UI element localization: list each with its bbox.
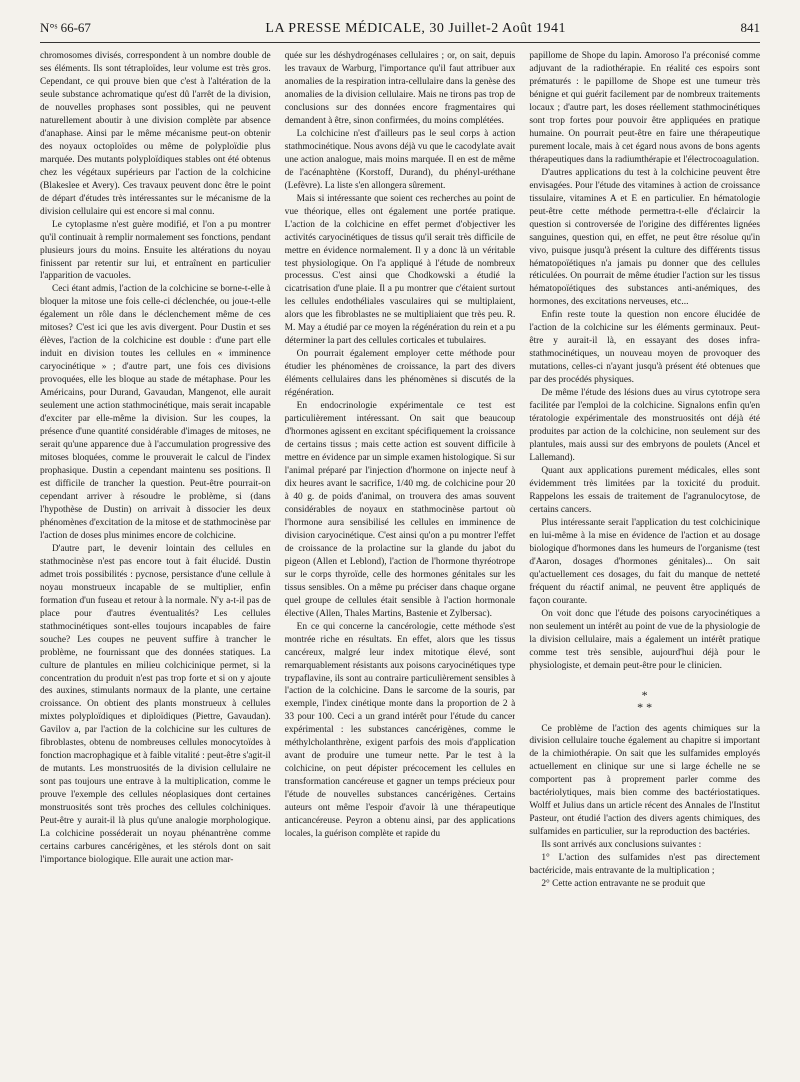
paragraph: Ce problème de l'action des agents chimiques sur la division cellulaire touche également au chapitre si important de la chimiothérapie. On sait que les sulfamides employés actuellement en clinique sur une si large échelle ne se comportent pas à proprement parler comme des bactériolytiques, mais bien comme des bactériostatiques. Wolff et Julius dans un article récent des Annales de l'Institut Pasteur, ont étudié l'action des divers agents chimiques, des sulfamides en particulier, sur la reproduction des bactéries. [529,723,761,838]
paragraph: Mais si intéressante que soient ces recherches au point de vue théorique, elles ont également une portée pratique. L'action de la colchicine en effet permet d'objectiver les activités caryocinétiques de tissus qu'il serait très difficile de mettre en évidence normalement. Il y a donc là un véritable test physiologique. On l'a appliqué à l'étude de nombreux processus. C'est ainsi que Chodkowski a étudié la cicatrisation d'une plaie. Il a pu montrer que c'étaient surtout les cellules endothéliales vasculaires qui se multiplaient, alors que les fibroblastes ne se multipliaient que très peu. R. M. May a étudié par ce moyen la régénération du rein et a pu déterminer la part des cellules corticales et tubulaires. [284,193,516,347]
asterism-top: * [641,687,648,702]
page-number: 841 [740,20,760,35]
column-1 [40,50,271,1075]
paragraph: Ils sont arrivés aux conclusions suivantes : [541,840,702,851]
paragraph: On pourrait également employer cette méthode pour étudier les phénomènes de croissance, la part des divers éléments cellulaires dans les phénomènes si discutés de la régénération. [284,349,516,399]
paragraph: quée sur les déshydrogénases cellulaires ; or, on sait, depuis les travaux de Warburg, l'importance qu'il faut attribuer aux anomalies de la respiration intra-cellulaire dans la genèse des anomalies de la division cellulaire. Mais ne tirons pas trop de conclusions sur des données encore fragmentaires qui demandent à être, sinon confirmées, du moins complétées. [284,51,516,126]
paragraph: De même l'étude des lésions dues au virus cytotrope sera facilitée par l'emploi de la colchicine. Signalons enfin qu'en tératologie expérimentale des monstruosités ont déjà été produites par action de la colchicine, non seulement sur des plantules, mais aussi sur des embryons de poulets (Ancel et Lallemand). [529,388,761,464]
page-header [40,20,760,43]
publication-title: LA PRESSE MÉDICALE, 30 Juillet-2 Août 1941 [265,21,567,36]
paragraph: chromosomes divisés, correspondent à un nombre double de ses éléments. Ils sont tétraploïdes, leur volume est très gros. Cependant, ce qui prouve bien que c'est à l'altération de la seule substance achromatique qu'est dû l'arrêt de la division, de nouvelles prophases sont possibles, qui ne peuvent naturellement aboutir à une division complète par absence d'anaphase. Ainsi par le même mécanisme peut-on obtenir des noyaux octoploïdes ou même de polyploïdie plus marquée. Des mutants polyploïdiques stables ont été obtenus chez les végétaux supérieurs par l'action de la colchicine (Blakeslee et Avery). Ces travaux peuvent donc être le point de départ d'études très intéressantes sur le mécanisme de la division cellulaire qui est encore si mal connu. [40,51,271,217]
article-columns [40,50,760,1075]
paragraph: D'autres applications du test à la colchicine peuvent être envisagées. Pour l'étude des vitamines à action de croissance tissulaire, vitamines A et E en particulier. En hématologie peut-être cette méthode permettra-t-elle d'éclaircir la question si controversée de l'origine des différentes lignées sanguines, question qui, en effet, ne peut être résolue qu'in vivo, puisque jusqu'à présent la culture des différents tissus hématopoïétiques n'a jamais pu donner que des cellules réticulées. On pourrait de même étudier l'action sur les tissus hématopoïétiques des substances anti-anémiques, des hormones, des excitations nerveuses, etc... [529,167,761,308]
column-2 [285,50,516,1075]
paragraph: Le cytoplasme n'est guère modifié, et l'on a pu montrer qu'il continuait à remplir normalement ses fonctions, pendant plusieurs jours du moins. Ensuite les altérations du noyau finissent par retentir sur lui, et entraînent en particulier l'apparition de vacuoles. [40,219,271,282]
paragraph: La colchicine n'est d'ailleurs pas le seul corps à action stathmocinétique. Nous avons déjà vu que le cacodylate avait une action analogue, mais moins marquée. Il en est de même de l'acénaphtène (Korstoff, Durand), du phényl-uréthane (Lefèvre). La liste s'en allongera sûrement. [284,128,516,191]
paragraph: 2° Cette action entravante ne se produit que [541,879,706,890]
paragraph: Enfin reste toute la question non encore élucidée de l'action de la colchicine sur les éléments germinaux. Peut-être y aurait-il là, en essayant des doses infra-stathmocinétiques, un nouveau moyen de provoquer des mutations, celles-ci n'ayant jusqu'à présent été obtenues que par des procédés physiques. [529,310,761,386]
paragraph: On voit donc que l'étude des poisons caryocinétiques a non seulement un intérêt au point de vue de la physiologie de la division cellulaire, mais a également un intérêt pratique comme test très sensible, aujourd'hui déjà pour le physiologiste, et demain peut-être pour le clinicien. [529,608,761,671]
paragraph: Quant aux applications purement médicales, elles sont évidemment très limitées par la toxicité du produit. Rappelons les essais de traitement de l'agranulocytose, de certains cancers. [529,466,761,515]
paragraph: En endocrinologie expérimentale ce test est particulièrement intéressant. On sait que beaucoup d'hormones agissent en excitant spécifiquement la croissance de certains tissus ; mais cette action est souvent difficile à mettre en évidence par un simple examen histologique. Si sur l'animal préparé par l'injection d'hormone on injecte neuf à dix heures avant le sacrifice, 1/40 mg. de colchicine pour 20 à 40 g. de poids d'animal, on trouvera des amas souvent considérables de noyaux en stathmocinèse partout où l'hormone aura sensibilisé les cellules en imminence de division caryocinétique. C'est ainsi qu'on a pu montrer l'effet de croissance de la prolactine sur la glande du jabot du pigeon (Allen et Leblond), l'action de l'hormone thyréotrope sur le corps thyroïde, celle des hormones génitales sur les tissus sensibles. On a même pu préciser dans chaque organe quel groupe de cellules était sensible à l'action hormonale élective (Allen, Thales Martins, Bastenie et Zylbersac). [284,401,516,619]
asterism-bottom: * * [637,699,653,714]
issue-number: N°ˢ 66-67 [40,20,91,35]
column-3 [529,50,760,1075]
paragraph: D'autre part, le devenir lointain des cellules en stathmocinèse n'est pas encore tout à fait élucidé. Dustin admet trois possibilités : pycnose, persistance d'une cellule à noyau monstrueux incapable de se multiplier, enfin formation d'un fuseau et retour à la normale. N'y a-t-il pas de place pour d'autres éventualités? Les cellules stathmocinétiques sont-elles toujours incapables de faire souche? Les coupes ne peuvent suffire à trancher le problème, ne fournissant que des données statiques. La culture de plantules en milieu colchicinique permet, si la concentration du produit n'est pas trop forte et si on y ajoute des auxines, stimulants normaux de la plante, une certaine croissance. On obtient des plants monstrueux à cellules mixtes polyploïdiques et diploïdiques (Piettre, Gavaudan). Gavilov a, par l'action de la colchicine sur les cultures de fibroblastes, obtenu de nombreuses cellules monocytoïdes à fonction macrophagique et à faible vitalité : peut-être s'agit-il de mutants. Les monstruosités de la division cellulaire ne sont pas toujours une entrave à la multiplication, comme le prouve l'exemple des cellules néoplasiques dont certaines monstruosités sont très proches des cellules colchiniques. Peut-être y aurait-il là plus qu'une analogie morphologique. La colchicine posséderait un noyau phénantrène comme certains carbures cancérigènes, et les stérols dont on sait l'importance biologique. Elle aurait une action mar- [40,543,271,866]
paragraph: 1° L'action des sulfamides n'est pas directement bactéricide, mais entravante de la multiplication ; [529,853,761,877]
paragraph: Ceci étant admis, l'action de la colchicine se borne-t-elle à bloquer la mitose une fois celle-ci déclenchée, ou joue-t-elle également un rôle dans le déclenchement même de ces mitoses? C'est ici que les avis divergent. Pour Dustin et ses élèves, l'action de la colchicine est double : d'une part elle induit en division toutes les cellules en « imminence caryocinétique » ; d'autre part, une fois ces divisions provoquées, elle les bloque au stade de métaphase. Pour les Américains, pour Durand, Gavaudan, Mangenot, elle aurait seulement une action stathmocinétique, mais serait incapable d'exciter par elle-même la division. Sur les coupes, la présence d'une quantité considérable d'images de mitoses, ne serait qu'une apparence due à l'accumulation progressive des mitoses bloquées, comme le prouverait le calcul de l'index prophasique. Dustin a cependant maintenu ses positions. Il est difficile de trancher la question. Peut-être pourrait-on cependant arriver à résoudre le problème, si (dans l'hypothèse de Dustin) on arrivait à dissocier les deux phénomènes d'excitation de la mitose et de stathmocinèse par l'action de doses plus minimes encore de colchicine. [40,284,271,541]
paragraph: papillome de Shope du lapin. Amoroso l'a préconisé comme adjuvant de la radiothérapie. En réalité ces espoirs sont prématurés : le papillome de Shope est une tumeur très bénigne et qui guérit facilement par de nombreux traitements locaux ; d'autre part, les doses réellement stathmocinétiques sont trop fortes pour pouvoir être appliquées en pratique humaine. On pourrait peut-être en faire une thérapeutique purement locale, mais à cet égard nous avons de bons agents thérapeutiques dans la radiumthérapie et l'électrocoagulation. [529,51,761,165]
paragraph: En ce qui concerne la cancérologie, cette méthode s'est montrée riche en résultats. En effet, alors que les tissus cancéreux, malgré leur index mitotique élevé, sont remarquablement résistants aux poisons caryocinétiques type trypaflavine, ils sont au contraire particulièrement sensibles à l'action de la colchicine. Dans le sarcome de la souris, par exemple, l'index cinétique monte dans la proportion de 2 à 33 pour 100. Ceci a un grand intérêt pour l'étude du cancer expérimental : les substances cancérigènes, comme le méthylcholanthrène, exigent parfois des mois d'application avant de produire une tumeur nette. Par le test à la colchicine, on peut dépister précocement les cellules en transformation cancéreuse et gagner un temps précieux pour l'étude de nouvelles substances cancérigènes. Certains auteurs ont même l'espoir d'avoir là une thérapeutique anticancéreuse. Peyron a obtenu ainsi, par des applications locales, la guérison complète et rapide du [284,621,516,840]
section-divider-asterism [529,689,760,713]
paragraph: Plus intéressante serait l'application du test colchicinique en lui-même à la mise en évidence de l'action et au dosage biologique d'hormones dans les humeurs de l'organisme (test d'Aaron, dosages d'hormones génitales)... On sait qu'actuellement ces dosages, du fait du manque de netteté fréquent du réactif animal, ne peuvent être appliqués de façon courante. [529,517,761,606]
